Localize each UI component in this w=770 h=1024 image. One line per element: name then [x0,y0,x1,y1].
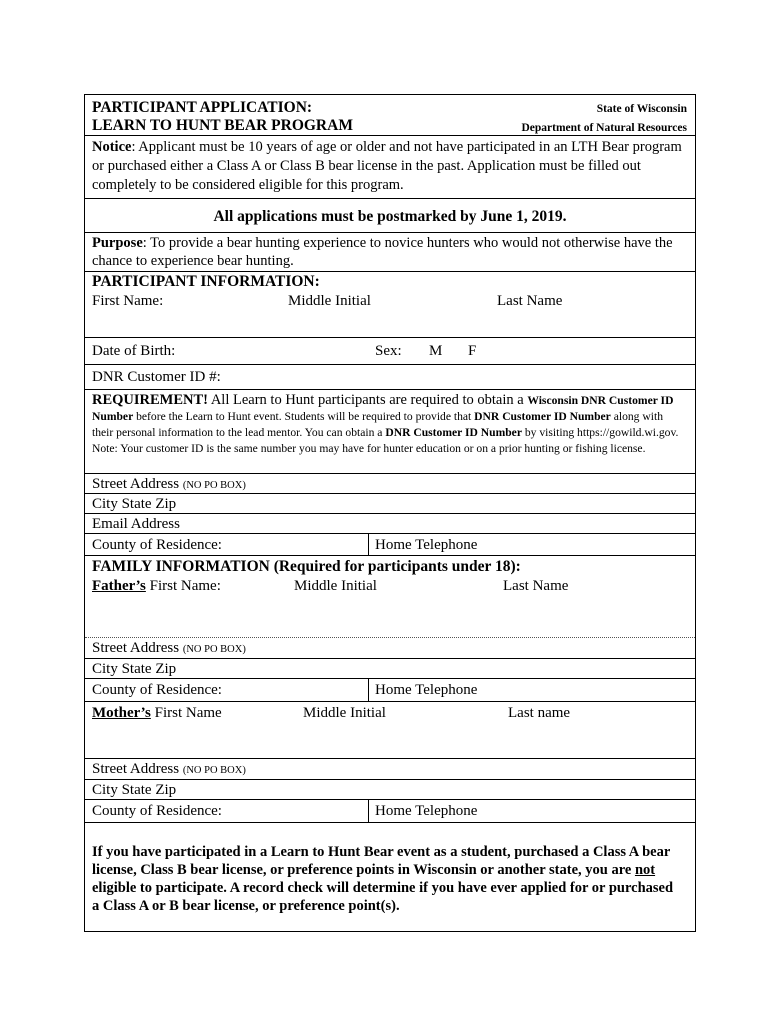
mother-first-name-field[interactable]: Mother’s First Name [92,705,222,721]
column-divider [368,800,369,823]
application-form [84,94,696,932]
mother-home-telephone-field[interactable]: Home Telephone [375,803,478,819]
eligibility-section [85,822,695,914]
street-address-field[interactable]: Street Address (NO PO BOX) [92,476,246,492]
deadline-text: All applications must be postmarked by June 1, 2019. [213,208,567,225]
notice-section [85,135,695,193]
mother-county-row [85,799,695,819]
family-section [85,555,695,594]
mother-street-address-field[interactable]: Street Address (NO PO BOX) [92,761,246,777]
sex-f-option[interactable]: F [468,343,477,359]
father-street-row [85,637,695,656]
department-label: Department of Natural Resources [521,122,687,134]
notice-text [92,138,687,195]
participant-city-row [85,493,695,512]
eligibility-text: If you have participated in a Learn to Hunt Bear event as a student, purchased a Class A bear license, Class B bear license, or preference points in Wisconsin or another state, you are not eligible to participate. A record check will determine if you have ever applied for or purchased a Class A or B bear license, or preference point(s). [92,844,674,914]
dnr-id-field[interactable]: DNR Customer ID #: [92,369,221,385]
home-telephone-field[interactable]: Home Telephone [375,537,478,553]
dob-row [85,337,695,359]
father-last-name-field[interactable]: Last Name [503,578,569,594]
father-city-state-zip-field[interactable]: City State Zip [92,661,177,677]
dob-field[interactable]: Date of Birth: [92,343,176,359]
column-divider [368,534,369,556]
last-name-field[interactable]: Last Name [497,293,563,309]
participant-street-row [85,473,695,492]
father-county-field[interactable]: County of Residence: [92,682,222,698]
middle-initial-field[interactable]: Middle Initial [288,293,371,309]
father-street-address-field[interactable]: Street Address (NO PO BOX) [92,640,246,656]
mother-city-row [85,779,695,798]
father-county-row [85,678,695,698]
dnr-row [85,364,695,385]
purpose-section [85,232,695,269]
mother-county-field[interactable]: County of Residence: [92,803,222,819]
father-city-row [85,658,695,677]
sex-label: Sex: [375,343,402,359]
email-field[interactable]: Email Address [92,516,180,532]
notice-label: Notice [92,139,132,155]
county-field[interactable]: County of Residence: [92,537,222,553]
father-home-telephone-field[interactable]: Home Telephone [375,682,478,698]
state-label: State of Wisconsin [596,103,687,115]
mother-section [85,701,695,721]
father-middle-initial-field[interactable]: Middle Initial [294,578,377,594]
purpose-label: Purpose [92,235,143,251]
mother-city-state-zip-field[interactable]: City State Zip [92,782,177,798]
family-heading: FAMILY INFORMATION (Required for participants under 18): [92,558,521,575]
form-title-line2: LEARN TO HUNT BEAR PROGRAM [92,117,353,134]
participant-section [85,271,695,309]
mother-middle-initial-field[interactable]: Middle Initial [303,705,386,721]
first-name-field[interactable]: First Name: [92,293,164,309]
participant-heading: PARTICIPANT INFORMATION: [92,273,320,290]
purpose-text [92,234,687,270]
not-emphasis: not [634,862,656,878]
requirement-section [85,389,695,455]
column-divider [368,679,369,702]
father-first-name-field[interactable]: Father’s First Name: [92,578,221,594]
city-state-zip-field[interactable]: City State Zip [92,496,177,512]
sex-m-option[interactable]: M [429,343,443,359]
requirement-label: REQUIREMENT! [92,392,209,408]
participant-county-row [85,533,695,553]
deadline-section [85,198,695,225]
requirement-text: REQUIREMENT! All Learn to Hunt participants are required to obtain a Wisconsin DNR Customer ID Number before the Learn to Hunt event. Students will be required to provide that DNR Customer ID Number along with their personal information to the lead mentor. You can obtain a DNR Customer ID Number by visiting https://gowild.wi.gov. Note: Your customer ID is the same number you may have for hunter education or on a prior hunting or fishing license. [92,392,679,455]
notice-body: : Applicant must be 10 years of age or older and not have participated in an LTH Bear program or purchased either a Class A or Class B bear license in the past. Application must be filled out completely to be considered eligible for this program. [92,139,682,193]
form-title-line1: PARTICIPANT APPLICATION: [92,99,313,116]
purpose-body: : To provide a bear hunting experience to novice hunters who would not otherwise have the chance to experience bear hunting. [92,235,673,269]
mother-last-name-field[interactable]: Last name [508,705,571,721]
participant-email-row [85,513,695,532]
mother-street-row [85,758,695,777]
